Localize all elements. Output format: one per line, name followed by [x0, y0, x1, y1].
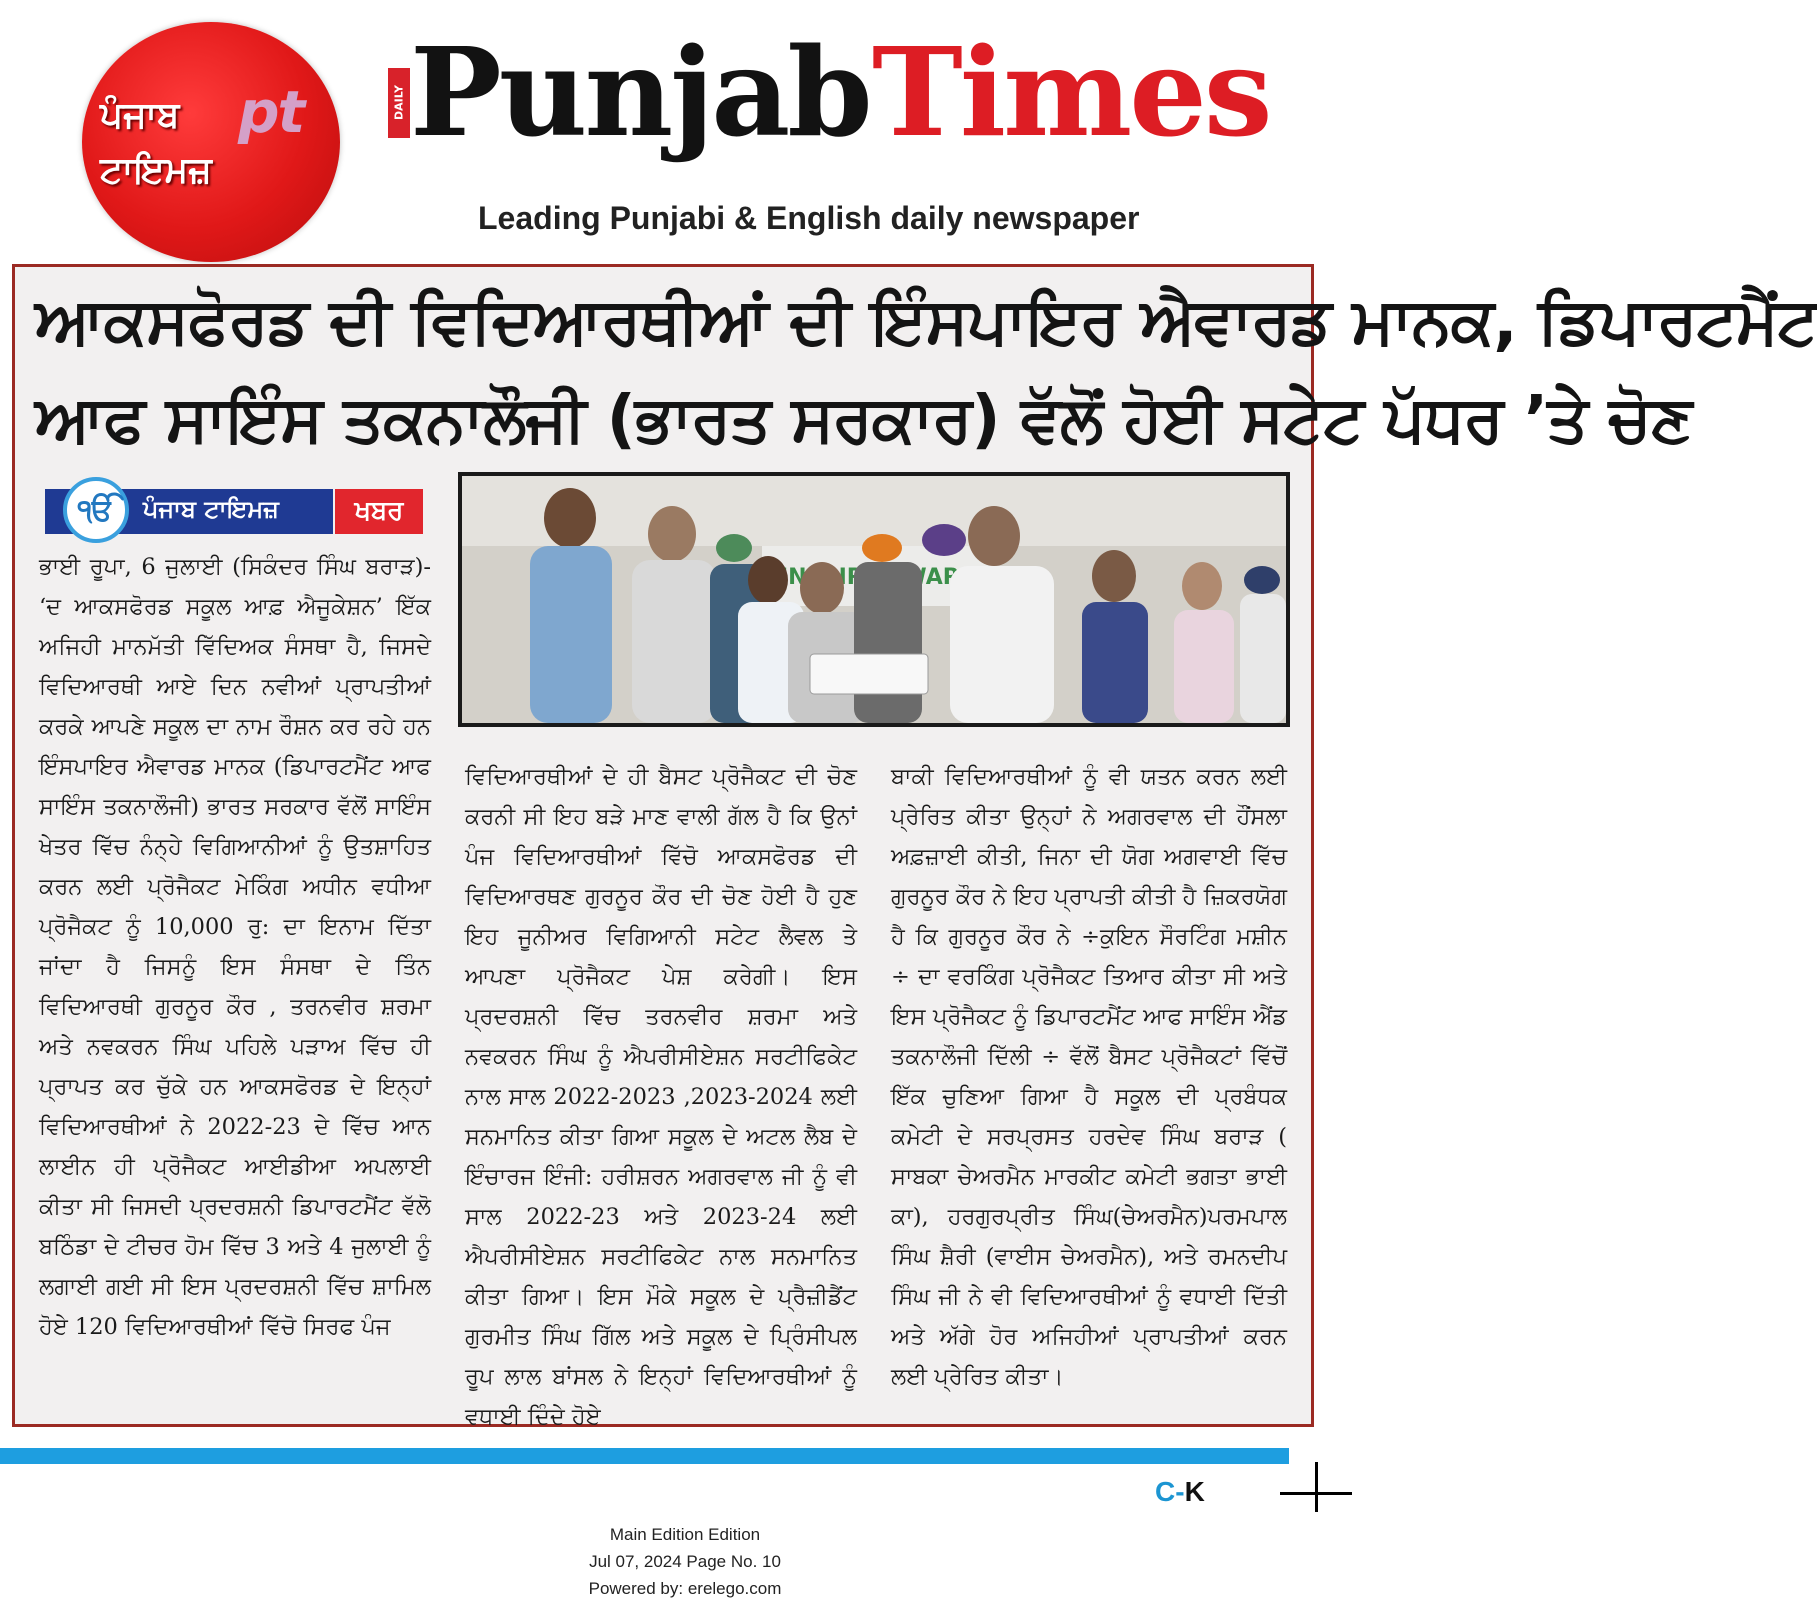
photo-banner-text: AWARD	[886, 565, 978, 590]
masthead-tagline: Leading Punjabi & English daily newspaper	[478, 200, 1140, 236]
ck-k: K	[1184, 1476, 1205, 1507]
color-registration-mark	[1155, 1476, 1205, 1508]
article-column-2: ਵਿਦਿਆਰਥੀਆਂ ਦੇ ਹੀ ਬੈਸਟ ਪ੍ਰੋਜੈਕਟ ਦੀ ਚੋਣ ਕਰਨੀ ਸੀ ਇਹ ਬੜੇ ਮਾਣ ਵਾਲੀ ਗੱਲ ਹੈ ਕਿ ਉਨਾਂ ਪੰਜ ਵਿਦਿਆਰਥੀਆਂ ਵਿੱਚੋ ਆਕਸਫੋਰਡ ਦੀ ਵਿਦਿਆਰਥਣ ਗੁਰਨੂਰ ਕੌਰ ਦੀ ਚੋਣ ਹੋਈ ਹੈ ਹੁਣ ਇਹ ਜੂਨੀਅਰ ਵਿਗਿਆਨੀ ਸਟੇਟ ਲੈਵਲ ਤੇ ਆਪਣਾ ਪ੍ਰੋਜੈਕਟ ਪੇਸ਼ ਕਰੇਗੀ। ਇਸ ਪ੍ਰਦਰਸ਼ਨੀ ਵਿੱਚ ਤਰਨਵੀਰ ਸ਼ਰਮਾ ਅਤੇ ਨਵਕਰਨ ਸਿੰਘ ਨੂੰ ਐਪਰੀਸੀਏਸ਼ਨ ਸਰਟੀਫਿਕੇਟ ਨਾਲ ਸਾਲ 2022-2023 ,2023-2024 ਲਈ ਸਨਮਾਨਿਤ ਕੀਤਾ ਗਿਆ ਸਕੂਲ ਦੇ ਅਟਲ ਲੈਬ ਦੇ ਇੰਚਾਰਜ ਇੰਜੀ: ਹਰੀਸ਼ਰਨ ਅਗਰਵਾਲ ਜੀ ਨੂੰ ਵੀ ਸਾਲ 2022-23 ਅਤੇ 2023-24 ਲਈ ਐਪਰੀਸੀਏਸ਼ਨ ਸਰਟੀਫਿਕੇਟ ਨਾਲ ਸਨਮਾਨਿਤ ਕੀਤਾ ਗਿਆ। ਇਸ ਮੌਕੇ ਸਕੂਲ ਦੇ ਪ੍ਰੈਜ਼ੀਡੈਂਟ ਗੁਰਮੀਤ ਸਿੰਘ ਗਿੱਲ ਅਤੇ ਸਕੂਲ ਦੇ ਪ੍ਰਿੰਸੀਪਲ ਰੂਪ ਲਾਲ ਬਾਂਸਲ ਨੇ ਇਨ੍ਹਾਂ ਵਿਦਿਆਰਥੀਆਂ ਨੂੰ ਵਧਾਈ ਦਿੰਦੇ ਹੋਏ	[465, 764, 857, 1430]
date-page-label: Jul 07, 2024 Page No. 10	[589, 1552, 781, 1571]
badge-label: ਪੰਜਾਬ ਟਾਇਮਜ਼	[143, 495, 279, 523]
logo-pt-mark: pt	[238, 78, 304, 146]
headline-line-1: ਆਕਸਫੋਰਡ ਦੀ ਵਿਦਿਆਰਥੀਆਂ ਦੀ ਇੰਸਪਾਇਰ ਐਵਾਰਡ ਮਾਨਕ, ਡਿਪਾਰਟਮੈਂਟ	[35, 285, 1817, 359]
logo-text-punjab: ਪੰਜਾਬ	[100, 95, 180, 136]
news-article	[12, 264, 1817, 1430]
article-column-1: ਭਾਈ ਰੂਪਾ, 6 ਜੁਲਾਈ (ਸਿਕੰਦਰ ਸਿੰਘ ਬਰਾੜ)- ‘ਦ ਆਕਸਫੋਰਡ ਸਕੂਲ ਆਫ਼ ਐਜੂਕੇਸ਼ਨ’ ਇੱਕ ਅਜਿਹੀ ਮਾਨਮੱਤੀ ਵਿੱਦਿਅਕ ਸੰਸਥਾ ਹੈ, ਜਿਸਦੇ ਵਿਦਿਆਰਥੀ ਆਏ ਦਿਨ ਨਵੀਆਂ ਪ੍ਰਾਪਤੀਆਂ ਕਰਕੇ ਆਪਣੇ ਸਕੂਲ ਦਾ ਨਾਮ ਰੌਸ਼ਨ ਕਰ ਰਹੇ ਹਨ ਇੰਸਪਾਇਰ ਐਵਾਰਡ ਮਾਨਕ (ਡਿਪਾਰਟਮੈਂਟ ਆਫ ਸਾਇੰਸ ਤਕਨਾਲੌਜੀ) ਭਾਰਤ ਸਰਕਾਰ ਵੱਲੋਂ ਸਾਇੰਸ ਖੇਤਰ ਵਿੱਚ ਨੰਨ੍ਹੇ ਵਿਗਿਆਨੀਆਂ ਨੂੰ ਉਤਸ਼ਾਹਿਤ ਕਰਨ ਲਈ ਪ੍ਰੋਜੈਕਟ ਮੇਕਿੰਗ ਅਧੀਨ ਵਧੀਆ ਪ੍ਰੋਜੈਕਟ ਨੂੰ 10,000 ਰੁ: ਦਾ ਇਨਾਮ ਦਿੱਤਾ ਜਾਂਦਾ ਹੈ ਜਿਸਨੂੰ ਇਸ ਸੰਸਥਾ ਦੇ ਤਿੰਨ ਵਿਦਿਆਰਥੀ ਗੁਰਨੂਰ ਕੌਰ , ਤਰਨਵੀਰ ਸ਼ਰਮਾ ਅਤੇ ਨਵਕਰਨ ਸਿੰਘ ਪਹਿਲੇ ਪੜਾਅ ਵਿੱਚ ਹੀ ਪ੍ਰਾਪਤ ਕਰ ਚੁੱਕੇ ਹਨ ਆਕਸਫੋਰਡ ਦੇ ਇਨ੍ਹਾਂ ਵਿਦਿਆਰਥੀਆਂ ਨੇ 2022-23 ਦੇ ਵਿੱਚ ਆਨ ਲਾਈਨ ਹੀ ਪ੍ਰੋਜੈਕਟ ਆਈਡੀਆ ਅਪਲਾਈ ਕੀਤਾ ਸੀ ਜਿਸਦੀ ਪ੍ਰਦਰਸ਼ਨੀ ਡਿਪਾਰਟਮੈਂਟ ਵੱਲੋ ਬਠਿੰਡਾ ਦੇ ਟੀਚਰ ਹੋਮ ਵਿੱਚ 3 ਅਤੇ 4 ਜੁਲਾਈ ਨੂੰ ਲਗਾਈ ਗਈ ਸੀ ਇਸ ਪ੍ਰਦਰਸ਼ਨੀ ਵਿੱਚ ਸ਼ਾਮਿਲ ਹੋਏ 120 ਵਿਦਿਆਰਥੀਆਂ ਵਿੱਚੋ ਸਿਰਫ ਪੰਜ	[39, 554, 431, 1340]
logo-text-times: ਟਾਇਮਜ਼	[100, 150, 212, 191]
headline-line-2: ਆਫ ਸਾਇੰਸ ਤਕਨਾਲੌਜੀ (ਭਾਰਤ ਸਰਕਾਰ) ਵੱਲੋਂ ਹੋਈ ਸਟੇਟ ਪੱਧਰ ’ਤੇ ਚੋਣ	[35, 383, 1692, 457]
edition-label: Main Edition Edition	[609, 1525, 761, 1544]
ck-c: C	[1155, 1476, 1176, 1507]
crop-mark-vertical	[1315, 1462, 1318, 1512]
brand-title-times: Times	[872, 20, 1270, 164]
ck-dash: -	[1175, 1476, 1185, 1507]
brand-title-punjab: Punjab	[410, 20, 870, 164]
article-column-3: ਬਾਕੀ ਵਿਦਿਆਰਥੀਆਂ ਨੂੰ ਵੀ ਯਤਨ ਕਰਨ ਲਈ ਪ੍ਰੇਰਿਤ ਕੀਤਾ ਉਨ੍ਹਾਂ ਨੇ ਅਗਰਵਾਲ ਦੀ ਹੌਂਸਲਾ ਅਫ਼ਜ਼ਾਈ ਕੀਤੀ, ਜਿਨਾ ਦੀ ਯੋਗ ਅਗਵਾਈ ਵਿੱਚ ਗੁਰਨੂਰ ਕੌਰ ਨੇ ਇਹ ਪ੍ਰਾਪਤੀ ਕੀਤੀ ਹੈ ਜ਼ਿਕਰਯੋਗ ਹੈ ਕਿ ਗੁਰਨੂਰ ਕੌਰ ਨੇ ÷ਕੁਇਨ ਸੌਰਟਿੰਗ ਮਸ਼ੀਨ ÷ ਦਾ ਵਰਕਿੰਗ ਪ੍ਰੋਜੈਕਟ ਤਿਆਰ ਕੀਤਾ ਸੀ ਅਤੇ ਇਸ ਪ੍ਰੋਜੈਕਟ ਨੂੰ ਡਿਪਾਰਟਮੈਂਟ ਆਫ ਸਾਇੰਸ ਐਂਡ ਤਕਨਾਲੌਜੀ ਦਿੱਲੀ ÷ ਵੱਲੋਂ ਬੈਸਟ ਪ੍ਰੋਜੈਕਟਾਂ ਵਿੱਚੋਂ ਇੱਕ ਚੁਣਿਆ ਗਿਆ ਹੈ ਸਕੂਲ ਦੀ ਪ੍ਰਬੰਧਕ ਕਮੇਟੀ ਦੇ ਸਰਪ੍ਰਸਤ ਹਰਦੇਵ ਸਿੰਘ ਬਰਾੜ ( ਸਾਬਕਾ ਚੇਅਰਮੈਨ ਮਾਰਕੀਟ ਕਮੇਟੀ ਭਗਤਾ ਭਾਈ ਕਾ), ਹਰਗੁਰਪ੍ਰੀਤ ਸਿੰਘ(ਚੇਅਰਮੈਨ)ਪਰਮਪਾਲ ਸਿੰਘ ਸ਼ੈਰੀ (ਵਾਈਸ ਚੇਅਰਮੈਨ), ਅਤੇ ਰਮਨਦੀਪ ਸਿੰਘ ਜੀ ਨੇ ਵੀ ਵਿਦਿਆਰਥੀਆਂ ਨੂੰ ਵਧਾਈ ਦਿੱਤੀ ਅਤੇ ਅੱਗੇ ਹੋਰ ਅਜਿਹੀਆਂ ਪ੍ਰਾਪਤੀਆਂ ਕਰਨ ਲਈ ਪ੍ਰੇਰਿਤ ਕੀਤਾ।	[891, 764, 1287, 1390]
footer-blue-rule	[0, 1448, 1289, 1464]
byline-badge	[45, 489, 423, 534]
award-ceremony-photo	[462, 476, 1286, 723]
powered-by-link[interactable]: Powered by: erelego.com	[588, 1579, 782, 1598]
article-photo	[458, 472, 1290, 727]
pt-emblem-icon: ੴ	[63, 477, 129, 543]
daily-tag: DAILY	[388, 68, 410, 138]
badge-news-tag: ਖਬਰ	[335, 489, 423, 534]
